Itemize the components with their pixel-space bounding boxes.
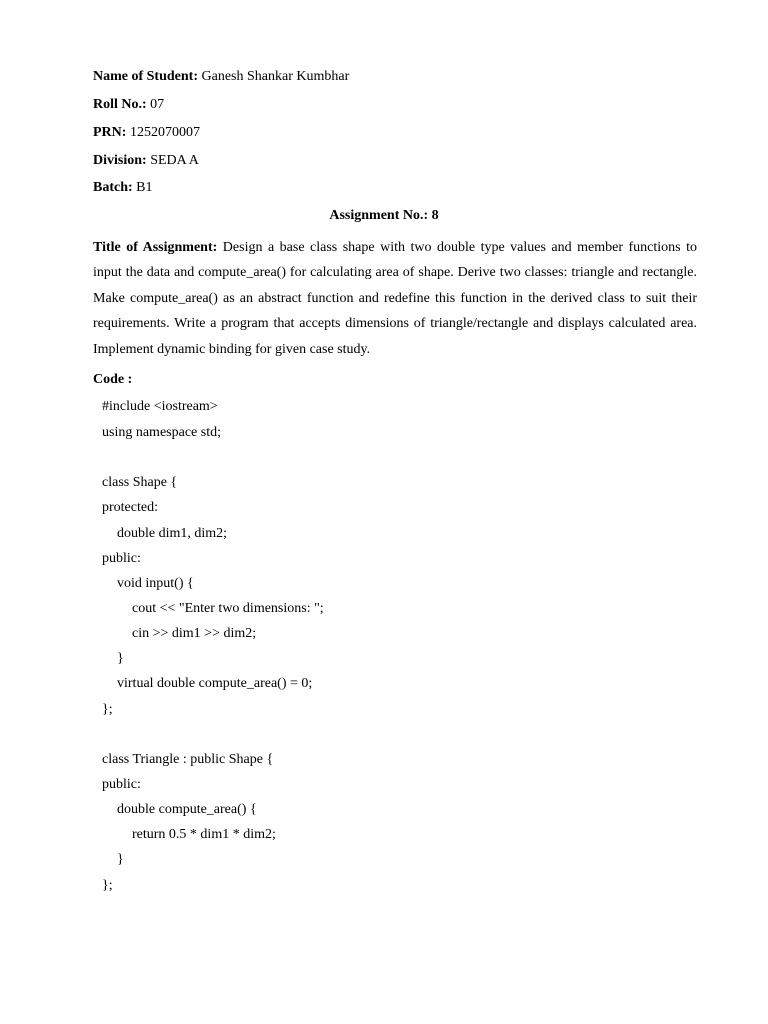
assignment-title-text: Design a base class shape with two double type values and member functions to input the data and compute_area() for calculating area of shape. Derive two classes: triangle and rectangle. Make compute_area() as an abstract function and redefine this function in the derived class to suit their requirements. Write a program that accepts dimensions of triangle/rectangle and displays calculated area. Implement dynamic binding for given case study. [93,240,697,357]
student-name-value: Ganesh Shankar Kumbhar [198,69,350,84]
student-name-line [93,68,349,86]
assignment-title-label: Title of Assignment: [93,240,218,255]
code-line: class Shape { [102,475,178,490]
batch-line [93,179,153,197]
prn-label: PRN: [93,125,127,140]
roll-number-value: 07 [146,97,165,112]
code-line: } [117,651,124,666]
code-line: return 0.5 * dim1 * dim2; [132,827,276,842]
assignment-heading: Assignment No.: 8 [329,208,439,223]
code-line: void input() { [117,576,194,591]
code-line: #include <iostream> [102,399,218,414]
code-line: protected: [102,500,158,515]
code-line: virtual double compute_area() = 0; [117,676,313,691]
code-line: double dim1, dim2; [117,526,228,541]
batch-label: Batch: [93,180,133,195]
roll-number-line [93,96,164,114]
code-line: }; [102,702,113,717]
division-value: SEDA A [146,153,199,168]
code-line: double compute_area() { [117,802,257,817]
code-label: Code : [93,372,133,387]
student-name-label: Name of Student: [93,69,198,84]
code-line: using namespace std; [102,425,221,440]
code-line: public: [102,777,141,792]
code-line: cout << "Enter two dimensions: "; [132,601,324,616]
code-line: public: [102,551,141,566]
division-line [93,152,199,170]
code-line: } [117,852,124,867]
code-line: cin >> dim1 >> dim2; [132,626,257,641]
roll-number-label: Roll No.: [93,97,147,112]
code-line: }; [102,878,113,893]
code-line: class Triangle : public Shape { [102,752,274,767]
prn-line [93,124,200,142]
assignment-title-block [93,235,697,362]
batch-value: B1 [132,180,153,195]
prn-value: 1252070007 [126,125,200,140]
division-label: Division: [93,153,147,168]
